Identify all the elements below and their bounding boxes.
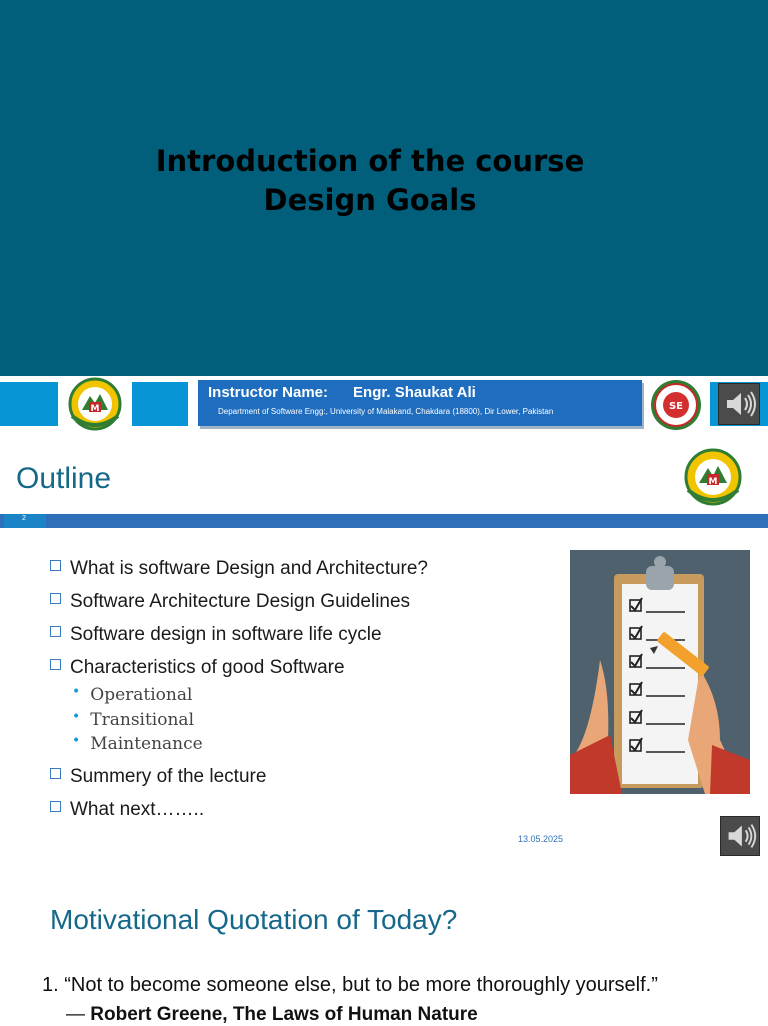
dot-bullet-icon: • xyxy=(72,684,81,700)
quote-author: Robert Greene, The Laws of Human Nature xyxy=(90,1004,478,1025)
square-bullet-icon xyxy=(50,560,61,571)
motivation-title: Motivational Quotation of Today? xyxy=(50,904,458,935)
square-bullet-icon xyxy=(50,768,61,779)
outline-title: Outline xyxy=(16,462,112,495)
quote-text: 1. “Not to become someone else, but to be more thoroughly yourself.” xyxy=(42,974,658,996)
svg-text:SE: SE xyxy=(668,401,684,412)
title-line-2: Design Goals xyxy=(263,183,477,217)
outline-sub-bullet: • Operational xyxy=(72,684,193,705)
dot-bullet-icon: • xyxy=(72,733,81,749)
quote-author-line xyxy=(66,1004,478,1026)
department-logo-icon xyxy=(648,378,704,432)
footer-blue-block-left xyxy=(0,382,58,426)
em-dash: — xyxy=(66,1004,91,1025)
speaker-glyph-icon xyxy=(721,817,759,855)
university-logo-icon xyxy=(678,446,748,508)
department-text: Department of Software Engg:, University of Malakand, Chakdara (18800), Dir Lower, Pakistan xyxy=(218,407,554,416)
square-bullet-icon xyxy=(50,593,61,604)
outline-bullet: Software Architecture Design Guidelines xyxy=(50,591,410,613)
square-bullet-icon xyxy=(50,659,61,670)
svg-text:M: M xyxy=(708,477,718,487)
outline-bullet: Characteristics of good Software xyxy=(50,657,345,679)
speaker-glyph-icon xyxy=(719,384,759,424)
outline-bullet: Summery of the lecture xyxy=(50,766,266,788)
slide-divider-bar xyxy=(0,514,768,528)
svg-text:M: M xyxy=(90,404,100,414)
slide-title xyxy=(0,142,740,220)
university-logo-icon xyxy=(62,376,128,432)
page-number: 2 xyxy=(22,515,26,522)
instructor-name: Instructor Name: Engr. Shaukat Ali xyxy=(208,384,476,401)
slide-date: 13.05.2025 xyxy=(518,834,564,844)
title-line-1: Introduction of the course xyxy=(155,144,585,178)
dot-bullet-icon: • xyxy=(72,709,81,725)
outline-sub-bullet: • Transitional xyxy=(72,709,195,730)
footer-blue-block-mid xyxy=(132,382,188,426)
outline-bullet: What is software Design and Architecture? xyxy=(50,558,428,580)
square-bullet-icon xyxy=(50,626,61,637)
outline-bullet: What next…….. xyxy=(50,799,204,821)
checklist-illustration-icon xyxy=(570,550,750,794)
speaker-icon[interactable] xyxy=(720,816,760,856)
outline-bullet: Software design in software life cycle xyxy=(50,624,382,646)
speaker-icon[interactable] xyxy=(718,383,760,425)
square-bullet-icon xyxy=(50,801,61,812)
outline-sub-bullet: • Maintenance xyxy=(72,733,203,754)
